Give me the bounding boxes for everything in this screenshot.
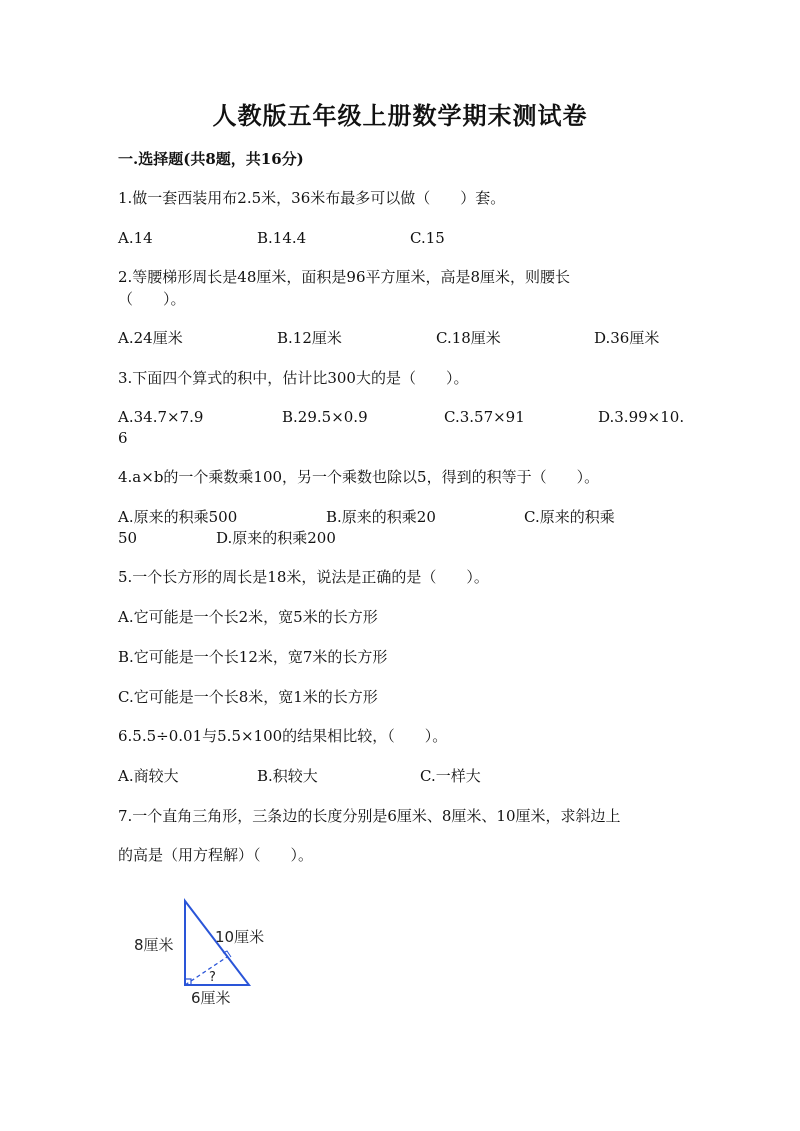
hypotenuse-label: 10厘米: [215, 928, 265, 946]
section-heading: 一.选择题(共8题，共16分): [118, 150, 304, 168]
question-1-stem: 1.做一套西装用布2.5米，36米布最多可以做（ ）套。: [118, 189, 506, 207]
altitude-dashed-line: [185, 957, 227, 985]
question-5-option-b: B.它可能是一个长12米，宽7米的长方形: [118, 648, 388, 666]
question-4-option-wrap: 50: [118, 529, 138, 547]
question-6-option-c: C.一样大: [420, 767, 481, 785]
question-3-stem: 3.下面四个算式的积中，估计比300大的是（ ）。: [118, 369, 469, 387]
question-5-stem: 5.一个长方形的周长是18米，说法是正确的是（ ）。: [118, 568, 489, 586]
question-1-option-b: B.14.4: [257, 229, 307, 247]
question-2-stem-line1: 2.等腰梯形周长是48厘米，面积是96平方厘米，高是8厘米，则腰长: [118, 268, 571, 286]
question-6-stem: 6.5.5÷0.01与5.5×100的结果相比较，（ ）。: [118, 727, 448, 745]
question-2-option-b: B.12厘米: [277, 329, 342, 347]
question-4-option-b: B.原来的积乘20: [326, 508, 436, 526]
question-5-option-c: C.它可能是一个长8米，宽1米的长方形: [118, 688, 378, 706]
question-7-stem-line1: 7.一个直角三角形，三条边的长度分别是6厘米、8厘米、10厘米，求斜边上: [118, 807, 621, 825]
question-4-option-d: D.原来的积乘200: [216, 529, 336, 547]
question-3-option-c: C.3.57×91: [444, 408, 525, 426]
question-5-option-a: A.它可能是一个长2米，宽5米的长方形: [118, 608, 378, 626]
right-triangle-figure: [125, 895, 285, 1015]
left-side-label: 8厘米: [134, 936, 174, 954]
bottom-side-label: 6厘米: [191, 989, 231, 1007]
question-4-option-c: C.原来的积乘: [524, 508, 615, 526]
page-title: 人教版五年级上册数学期末测试卷: [212, 101, 588, 130]
question-3-option-d: D.3.99×10.: [598, 408, 685, 426]
question-7-stem-line2: 的高是（用方程解）（ ）。: [118, 846, 314, 864]
question-6-option-a: A.商较大: [118, 767, 179, 785]
question-1-option-a: A.14: [118, 229, 153, 247]
question-4-stem: 4.a×b的一个乘数乘100，另一个乘数也除以5，得到的积等于（ ）。: [118, 468, 600, 486]
question-3-option-a: A.34.7×7.9: [118, 408, 204, 426]
unknown-height-label: ?: [209, 970, 216, 985]
question-3-option-wrap: 6: [118, 429, 128, 447]
question-2-stem-line2: （ ）。: [118, 290, 186, 308]
question-4-option-a: A.原来的积乘500: [118, 508, 238, 526]
question-6-option-b: B.积较大: [257, 767, 318, 785]
question-2-option-c: C.18厘米: [436, 329, 501, 347]
question-2-option-a: A.24厘米: [118, 329, 183, 347]
question-3-option-b: B.29.5×0.9: [282, 408, 368, 426]
question-1-option-c: C.15: [410, 229, 445, 247]
question-2-option-d: D.36厘米: [594, 329, 660, 347]
